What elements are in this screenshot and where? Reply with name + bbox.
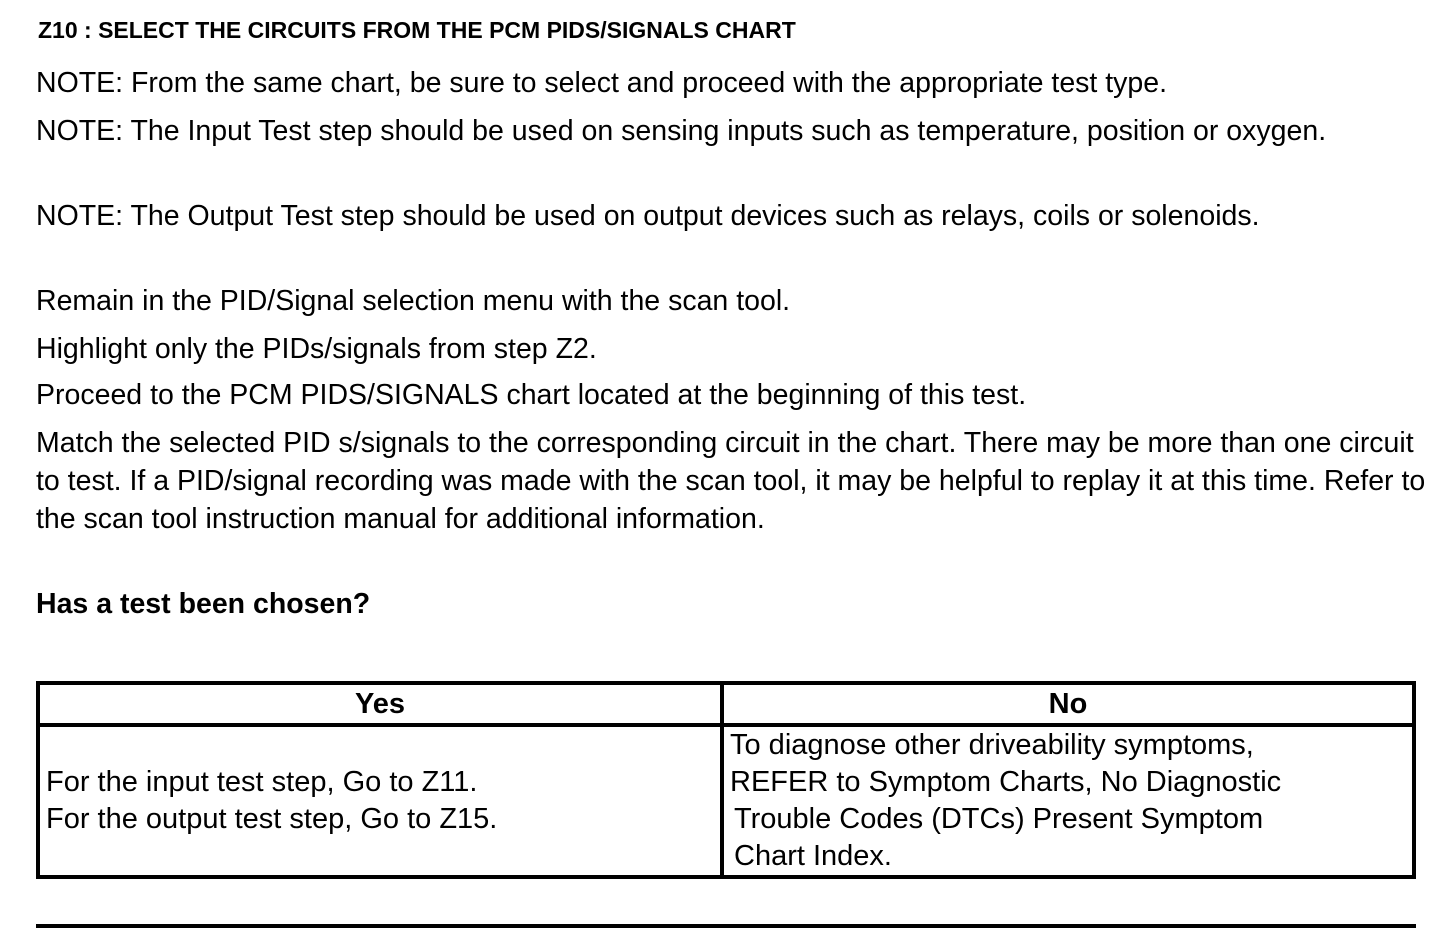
instruction-highlight-pids: Highlight only the PIDs/signals from step Z2. xyxy=(36,333,597,365)
no-line-1: To diagnose other driveability symptoms, xyxy=(730,729,1254,761)
decision-table-header-row xyxy=(38,683,1414,725)
no-line-3: Trouble Codes (DTCs) Present Symptom xyxy=(734,803,1264,835)
decision-table xyxy=(36,681,1416,879)
step-title: Z10 : SELECT THE CIRCUITS FROM THE PCM PIDS/SIGNALS CHART xyxy=(38,17,796,43)
yes-output-step-link[interactable]: For the output test step, Go to Z15. xyxy=(46,803,498,835)
no-header: No xyxy=(722,683,1414,725)
no-cell xyxy=(722,725,1414,877)
instruction-proceed-chart: Proceed to the PCM PIDS/SIGNALS chart located at the beginning of this test. xyxy=(36,379,1027,411)
decision-table-row xyxy=(38,725,1414,877)
yes-cell xyxy=(38,725,722,877)
yes-header: Yes xyxy=(38,683,722,725)
instruction-match-pids: Match the selected PID s/signals to the corresponding circuit in the chart. There may be more than one circuit to test. If a PID/signal recording was made with the scan tool, it may be helpful to replay it at this time. Refer to the scan tool instruction manual for additional information. xyxy=(36,427,1426,535)
bottom-divider xyxy=(36,924,1416,928)
note-test-type: NOTE: From the same chart, be sure to select and proceed with the appropriate test type. xyxy=(36,67,1168,99)
question-test-chosen: Has a test been chosen? xyxy=(36,588,371,620)
yes-input-step-link[interactable]: For the input test step, Go to Z11. xyxy=(46,766,478,798)
instruction-remain-menu: Remain in the PID/Signal selection menu with the scan tool. xyxy=(36,285,791,317)
note-input-test: NOTE: The Input Test step should be used on sensing inputs such as temperature, position or oxygen. xyxy=(36,115,1327,147)
no-line-4: Chart Index. xyxy=(734,840,892,872)
note-output-test: NOTE: The Output Test step should be used on output devices such as relays, coils or solenoids. xyxy=(36,200,1260,232)
no-symptom-charts-link[interactable]: REFER to Symptom Charts, No Diagnostic xyxy=(730,766,1282,798)
